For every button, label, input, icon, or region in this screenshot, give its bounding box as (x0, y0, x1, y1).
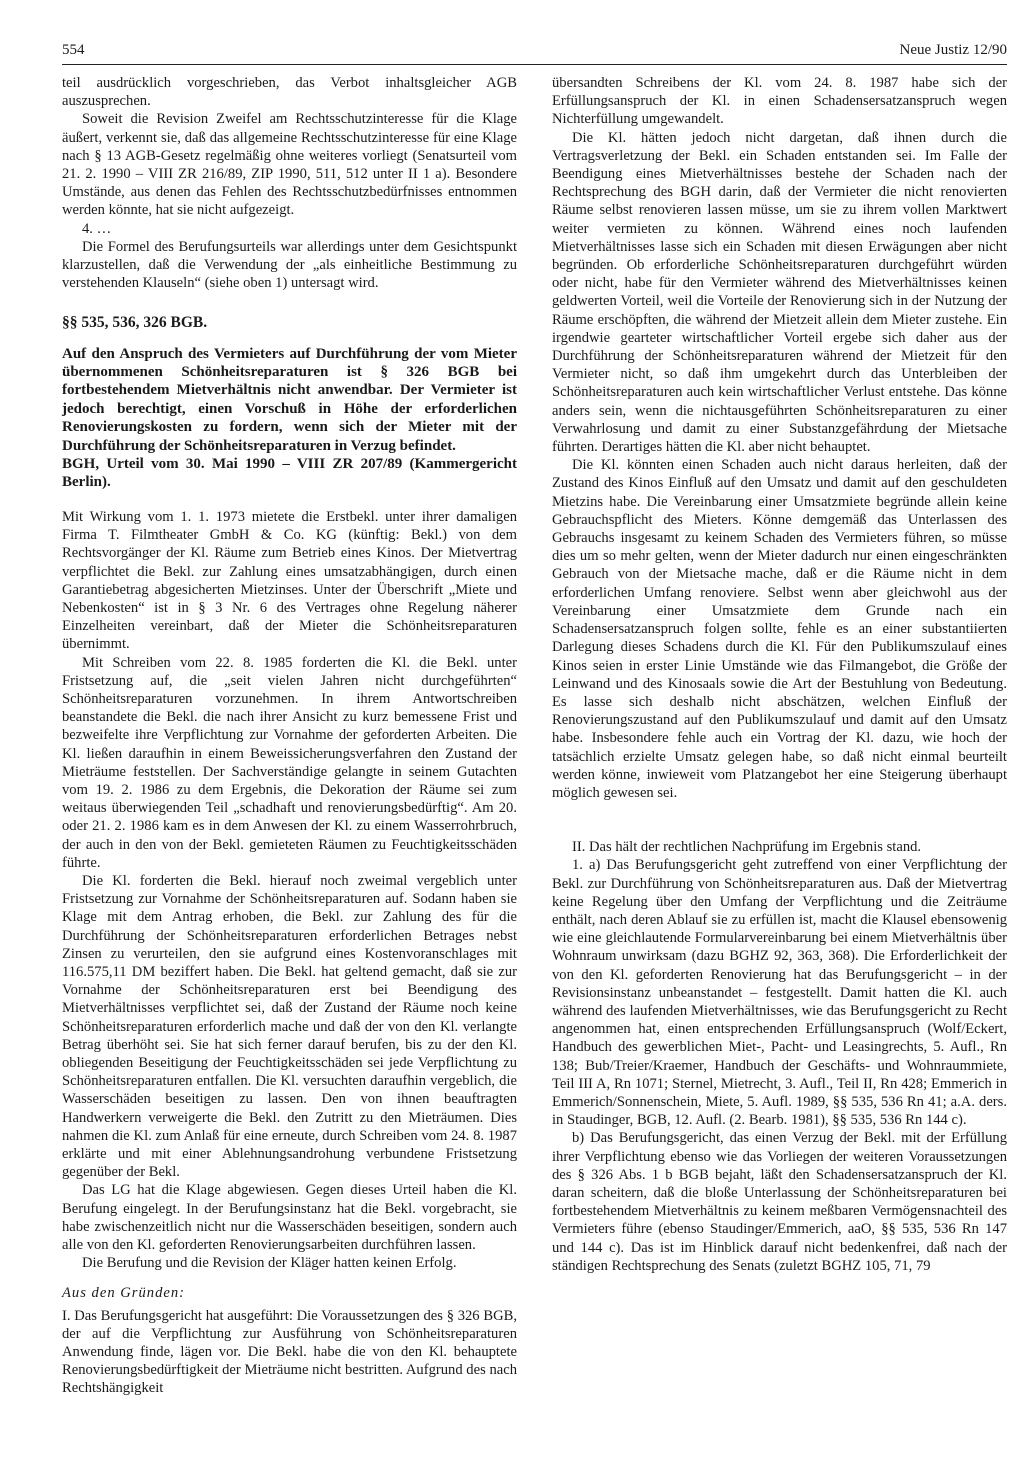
paragraph: Mit Schreiben vom 22. 8. 1985 forderten die Kl. die Bekl. unter Fristsetzung auf, die „seit vielen Jahren nicht durchgeführten“ Schönheitsreparaturen vorzunehmen. In ihrem Antwortschreiben beanstandete die Bekl. die nach ihrer Ansicht zu kurz bemessene Frist und bezweifelte ihre Verpflichtung zur Vornahme der geforderten Arbeiten. Die Kl. ließen daraufhin in einem Beweissicherungsverfahren den Zustand der Mieträume feststellen. Der Sachverständige gelangte in seinem Gutachten vom 19. 2. 1986 zu dem Ergebnis, die Dekoration der Räume sei zum weitaus überwiegenden Teil „schadhaft und renovierungsbedürftig“. Am 20. oder 21. 2. 1986 kam es in dem Anwesen der Kl. zu einem Wasserrohrbruch, der auch in den von der Bekl. gemieteten Räumen zu Feuchtigkeitsschäden führte. (62, 654, 517, 871)
paragraph: teil ausdrücklich vorgeschrieben, das Verbot inhaltsgleicher AGB auszusprechen. (62, 75, 517, 110)
paragraph-enumeration: 4. … (82, 220, 112, 237)
text-columns (62, 74, 1007, 1398)
paragraph: b) Das Berufungsgericht, das einen Verzug der Bekl. mit der Erfüllung ihrer Verpflichtung ebenso wie das Vorliegen der weiteren Voraussetzungen des § 326 Abs. 1 b BGB bejaht, läßt den Schadensersatzanspruch der Kl. daran scheitern, daß die bloße Unterlassung der Schönheitsreparaturen bei fortbestehendem Mietverhältnis zu keinem meßbaren Vermögensnachteil des Vermieters führe (ebenso Staudinger/Emmerich, aaO, §§ 535, 536 Rn 147 und 144 c). Das ist im Hinblick darauf nicht bedenkenfrei, daß nach der ständigen Rechtsprechung des Senats (zuletzt BGHZ 105, 71, 79 (552, 1130, 1007, 1274)
headnote-citation: BGH, Urteil vom 30. Mai 1990 – VIII ZR 207/89 (Kammergericht Berlin). (62, 456, 517, 491)
left-column (62, 74, 517, 1398)
paragraph: Die Kl. forderten die Bekl. hierauf noch zweimal vergeblich unter Fristsetzung zur Vornahme der Schönheitsreparaturen auf. Sodann haben sie Klage mit dem Antrag erhoben, die Bekl. zur Zahlung des für die Durchführung der Schönheitsreparaturen erforderlichen Betrages nebst Zinsen zu verurteilen, den sie aufgrund eines Kostenvoranschlages mit 116.575,11 DM beziffert haben. Die Bekl. hat geltend gemacht, daß sie zur Vornahme der Schönheitsreparaturen erst bei Beendigung des Mietverhältnisses verpflichtet sei, daß der Zustand der Räume noch keine Schönheitsreparaturen erforderlich mache und daß der von den Kl. verlangte Betrag überhöht sei. Sie hat sich ferner darauf berufen, bis zu der den Kl. obliegenden Beseitigung der Feuchtigkeitsschäden sei jede Verpflichtung zu Schönheitsreparaturen entfallen. Die Kl. versuchten daraufhin vergeblich, die Wasserschäden beseitigen zu lassen. Den von ihnen beauftragten Handwerkern verweigerte die Bekl. den Zutritt zu den Mieträumen. Dies nahmen die Kl. zum Anlaß für eine erneute, durch Schreiben vom 24. 8. 1987 erklärte und mit einer Ablehnungsandrohung verbundene Fristsetzung gegenüber der Bekl. (62, 872, 517, 1181)
paragraph: Die Formel des Berufungsurteils war allerdings unter dem Gesichtspunkt klarzustellen, daß die Verwendung der „als einheitliche Bestimmung zu verstehenden Klauseln“ (siehe oben 1) untersagt wird. (62, 238, 517, 292)
paragraph: übersandten Schreibens der Kl. vom 24. 8. 1987 habe sich der Erfüllungsanspruch der Kl. in einen Schadensersatzanspruch wegen Nichterfüllung umgewandelt. (552, 75, 1007, 128)
paragraph: Mit Wirkung vom 1. 1. 1973 mietete die Erstbekl. unter ihrer damaligen Firma T. Filmtheater GmbH & Co. KG (künftig: Bekl.) von dem Rechtsvorgänger der Kl. Räume zum Betrieb eines Kinos. Der Mietvertrag verpflichtet die Bekl. zur Zahlung eines umsatzabhängigen, durch einen Garantiebetrag abgesicherten Mietzinses. Unter der Überschrift „Miete und Nebenkosten“ ist in § 3 Nr. 6 des Vertrages ohne Regelung näherer Einzelheiten vereinbart, daß der Mieter die Schönheitsreparaturen übernimmt. (62, 508, 517, 653)
paragraph: Die Berufung und die Revision der Kläger hatten keinen Erfolg. (82, 1255, 457, 1272)
reasons-heading: Aus den Gründen: (62, 1285, 186, 1302)
journal-title: Neue Justiz 12/90 (899, 42, 1007, 58)
paragraph: 1. a) Das Berufungsgericht geht zutreffend von einer Verpflichtung der Bekl. zur Durchführung von Schönheitsreparaturen aus. Daß der Mietvertrag keine Regelung über den Umfang der Verpflichtung und die Zeiträume enthält, nach deren Ablauf sie zu erfüllen ist, macht die Klausel ebensowenig wie eine gleichlautende Formularvereinbarung bei einem Mietverhältnis über Wohnraum unwirksam (dazu BGHZ 92, 363, 368). Die Erforderlichkeit der von den Kl. geforderten Renovierung hat das Berufungsgericht – in der Revisionsinstanz unbeanstandet – festgestellt. Damit hatten die Kl. auch während des laufenden Mietverhältnisses, wie das Berufungsgericht zu Recht angenommen hat, einen entsprechenden Erfüllungsanspruch (Wolf/Eckert, Handbuch des gewerblichen Miet-, Pacht- und Leasingrechts, 5. Aufl., Rn 138; Bub/Treier/Kraemer, Handbuch der Geschäfts- und Wohnraummiete, Teil III A, Rn 1071; Sternel, Mietrecht, 3. Aufl., Teil II, Rn 428; Emmerich in Emmerich/Sonnenschein, Miete, 5. Aufl. 1989, §§ 535, 536 Rn 41; a.A. ders. in Staudinger, BGB, 12. Aufl. (2. Bearb. 1981), §§ 535, 536 Rn 144 c). (552, 857, 1007, 1129)
page-header (62, 40, 1007, 65)
paragraph: Soweit die Revision Zweifel am Rechtsschutzinteresse für die Klage äußert, verkennt sie, daß das allgemeine Rechtsschutzinteresse für eine Klage nach § 13 AGB-Gesetz regelmäßig ohne weiteres vorliegt (Senatsurteil vom 21. 2. 1990 – VIII ZR 216/89, ZIP 1990, 511, 512 unter II 1 a). Besondere Umstände, aus denen das Fehlen des Rechtsschutzbedürfnisses entnommen werden könnte, hat sie nicht aufgezeigt. (62, 111, 517, 219)
document-page (62, 40, 1007, 1460)
paragraph: Das LG hat die Klage abgewiesen. Gegen dieses Urteil haben die Kl. Berufung eingelegt. In der Berufungsinstanz hat die Bekl. vorgebracht, sie habe zwischenzeitlich nicht nur die Wasserschäden beseitigen, sondern auch alle von den Kl. geforderten Renovierungsarbeiten durchführen lassen. (62, 1182, 517, 1254)
section-title: §§ 535, 536, 326 BGB. (62, 314, 208, 332)
paragraph: Die Kl. könnten einen Schaden auch nicht daraus herleiten, daß der Zustand des Kinos Einfluß auf den Umsatz und damit auf den geschuldeten Mietzins habe. Die Vereinbarung einer Umsatzmiete begründe allein keine Gebrauchspflicht des Mieters. Könne demgemäß das Unterlassen des Gebrauchs insgesamt zu keinem Schaden des Vermieters führen, so müsse dies um so mehr gelten, wenn der Mieter dadurch nur einen eingeschränkten Gebrauch von der Mietsache mache, daß er die Räume nicht in dem erforderlichen Umfang renoviere. Selbst wenn aber gleichwohl aus der Vereinbarung einer Umsatzmiete dem Grunde nach ein Schadensersatzanspruch folgen sollte, fehle es an einer substantiierten Darlegung dieses Schadens durch die Kl. Für den Publikumszulauf eines Kinos seien in erster Linie Umstände wie das Filmangebot, die Größe der Leinwand und des Kinosaals sowie die Art der Bestuhlung von Bedeutung. Es lasse sich deshalb nicht abschätzen, welchen Einfluß der Renovierungszustand auf den Publikumszulauf und damit auf den Umsatz habe. Insbesondere fehle auch ein Vortrag der Kl. dazu, wie hoch der tatsächlich erzielte Umsatz gelegen habe, so daß nicht einmal beurteilt werden könne, inwieweit vom Platzangebot her eine Steigerung überhaupt möglich gewesen sei. (552, 457, 1007, 801)
headnote: Auf den Anspruch des Vermieters auf Durchführung der vom Mieter übernommenen Schönheitsreparaturen ist § 326 BGB bei fortbestehendem Mietverhältnis nicht anwendbar. Der Vermieter ist jedoch berechtigt, einen Vorschuß in Höhe der erforderlichen Renovierungskosten zu fordern, wenn sich der Mieter mit der Durchführung der Schönheitsreparaturen in Verzug befindet. (62, 345, 517, 454)
right-column (552, 74, 1007, 1398)
paragraph: Die Kl. hätten jedoch nicht dargetan, daß ihnen durch die Vertragsverletzung der Bekl. ein Schaden entstanden sei. Im Falle der Beendigung eines Mietverhältnisses bestehe der Schaden nach der Rechtsprechung des BGH darin, daß der Vermieter die nicht renovierten Räume selbst renovieren lassen müsse, um sie zu ihrem vollen Marktwert weiter vermieten zu können. Während eines noch laufenden Mietverhältnisses lasse sich ein Schaden mit diesen Erwägungen aber nicht begründen. Ob erforderliche Schönheitsreparaturen durchgeführt würden oder nicht, habe für den Vermieter während des Mietverhältnisses keinen geldwerten Vorteil, weil die Vorteile der Renovierung sich in der Nutzung der Räume erschöpften, die während der Mietzeit allein dem Mieter zustehe. Ein irgendwie gearteter wirtschaftlicher Vorteil ergebe sich daher aus der Durchführung der Schönheitsreparaturen während der Mietzeit für den Vermieter nicht, so daß ihm umgekehrt durch das Unterbleiben der Schönheitsreparaturen auch kein wirtschaftlicher Verlust entstehe. Das könne anders sein, wenn die nichtausgeführten Schönheitsreparaturen zu einer Verwahrlosung und damit zu einer Substanzgefährdung der Mietsache führten. Derartiges hätten die Kl. aber nicht behauptet. (552, 129, 1007, 456)
page-number: 554 (62, 42, 85, 58)
paragraph: I. Das Berufungsgericht hat ausgeführt: Die Voraussetzungen des § 326 BGB, der auf die Verpflichtung zur Ausführung von Schönheitsreparaturen Anwendung finde, lägen vor. Die Bekl. habe die von den Kl. behauptete Renovierungsbedürftigkeit der Mieträume nicht bestritten. Aufgrund des nach Rechtshängigkeit (62, 1307, 517, 1397)
paragraph: II. Das hält der rechtlichen Nachprüfung im Ergebnis stand. (572, 839, 922, 856)
